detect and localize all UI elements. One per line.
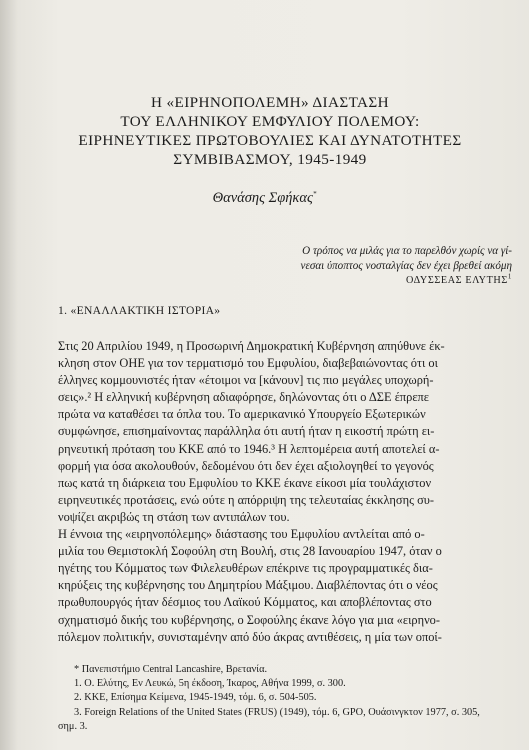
- text-line: πρωθυπουργός ήταν δέσμιος του Λαϊκού Κόμματος, και αποβλέποντας στο: [58, 595, 432, 610]
- footnote: * Πανεπιστήμιο Central Lancashire, Βρετανία.: [74, 664, 268, 675]
- paragraph-2: [58, 526, 510, 646]
- text-line: νοψίζει ακριβώς τη στάση των αντιπάλων του.: [58, 509, 290, 524]
- text-line: ηγέτης του Κόμματος των Φιλελευθέρων επέκρινε τις προγραμματικές δια-: [58, 561, 433, 576]
- text-line: ρηνευτική πρόταση του ΚΚΕ από το 1946.³ Η λεπτομέρεια αυτή αποτελεί α-: [58, 441, 440, 456]
- article-title: [60, 93, 480, 169]
- epigraph-footnote-mark: 1: [507, 272, 512, 281]
- title-line: Η «ΕΙΡΗΝΟΠΟΛΕΜΗ» ΔΙΑΣΤΑΣΗ: [150, 94, 390, 111]
- text-line: φορμή για όσα ακολουθούν, δεδομένου ότι δεν έχει αξιολογηθεί το γεγονός: [58, 458, 434, 473]
- text-line: σχηματισμό δικής του κυβέρνησης, ο Σοφούλης έκανε λόγο για μια «ειρηνο-: [58, 612, 440, 627]
- title-line: ΕΙΡΗΝΕΥΤΙΚΕΣ ΠΡΩΤΟΒΟΥΛΙΕΣ ΚΑΙ ΔΥΝΑΤΟΤΗΤΕΣ: [78, 132, 462, 149]
- footnote: 2. ΚΚΕ, Επίσημα Κείμενα, 1945-1949, τόμ. 6, σ. 504-505.: [74, 692, 317, 704]
- paragraph-1: [58, 338, 510, 526]
- author-byline: [0, 190, 529, 207]
- text-line: συμφώνησε, επισημαίνοντας παράλληλα ότι αυτή ήταν η εικοστή πρώτη ει-: [58, 424, 435, 439]
- epigraph-line: νεσαι ύποπτος νοσταλγίας δεν έχει βρεθεί ακόμη: [300, 259, 512, 272]
- author-footnote-mark: *: [312, 190, 317, 199]
- text-line: πως κατά τη διάρκεια του Εμφυλίου το ΚΚΕ έκανε είκοσι μία τουλάχιστον: [58, 475, 432, 490]
- body-text: [58, 338, 510, 646]
- text-line: έλληνες κομμουνιστές ήταν «έτοιμοι να [κάνουν] τις πιο μεγάλες υποχωρή-: [58, 373, 434, 388]
- epigraph: [250, 244, 512, 289]
- footnote: 3. Foreign Relations of the United States (FRUS) (1949), τόμ. 6, GPO, Ουάσινγκτον 1977, σ. 305,: [74, 706, 480, 718]
- title-line: ΣΥΜΒΙΒΑΣΜΟΥ, 1945-1949: [173, 151, 367, 168]
- epigraph-attribution: [250, 274, 512, 289]
- text-line: μιλία του Θεμιστοκλή Σοφούλη στη Βουλή, στις 28 Ιανουαρίου 1947, όταν ο: [58, 544, 442, 559]
- title-line: ΤΟΥ ΕΛΛΗΝΙΚΟΥ ΕΜΦΥΛΙΟΥ ΠΟΛΕΜΟΥ:: [120, 113, 420, 130]
- text-line: Η έννοια της «ειρηνοπόλεμης» διάστασης του Εμφυλίου αντλείται από ο-: [58, 527, 425, 542]
- footnotes: [58, 663, 510, 734]
- section-heading: 1. «ΕΝΑΛΛΑΚΤΙΚΗ ΙΣΤΟΡΙΑ»: [58, 304, 221, 317]
- author-name: Θανάσης Σφήκας: [212, 190, 313, 206]
- footnote: 1. Ο. Ελύτης, Εν Λευκώ, 5η έκδοση, Ίκαρος, Αθήνα 1999, σ. 300.: [74, 678, 346, 690]
- text-line: Στις 20 Απριλίου 1949, η Προσωρινή Δημοκρατική Κυβέρνηση απηύθυνε έκ-: [58, 339, 445, 353]
- epigraph-line: Ο τρόπος να μιλάς για το παρελθόν χωρίς να γί-: [302, 245, 512, 257]
- text-line: ειρηνευτικές προτάσεις, ενώ ούτε η απόρριψη της τελευταίας έκκλησης συ-: [58, 492, 435, 507]
- text-line: πρώτα να καταθέσει τα όπλα του. Το αμερικανικό Υπουργείο Εξωτερικών: [58, 407, 426, 422]
- text-line: σεις».² Η ελληνική κυβέρνηση αδιαφόρησε, δηλώνοντας ότι ο ΔΣΕ έπρεπε: [58, 390, 429, 405]
- epigraph-author: ΟΔΥΣΣΕΑΣ ΕΛΥΤΗΣ: [405, 275, 508, 286]
- text-line: κληση στον ΟΗΕ για τον τερματισμό του Εμφυλίου, διαβεβαιώνοντας ότι οι: [58, 356, 438, 371]
- text-line: κηρύξεις της κυβέρνησης του Δημητρίου Μάξιμου. Διαβλέποντας ότι ο νέος: [58, 578, 438, 593]
- text-line: πόλεμον πολιτικήν, συνισταμένην από δύο άκρας αντιθέσεις, η μία των οποί-: [58, 629, 442, 644]
- footnote: σημ. 3.: [58, 720, 88, 732]
